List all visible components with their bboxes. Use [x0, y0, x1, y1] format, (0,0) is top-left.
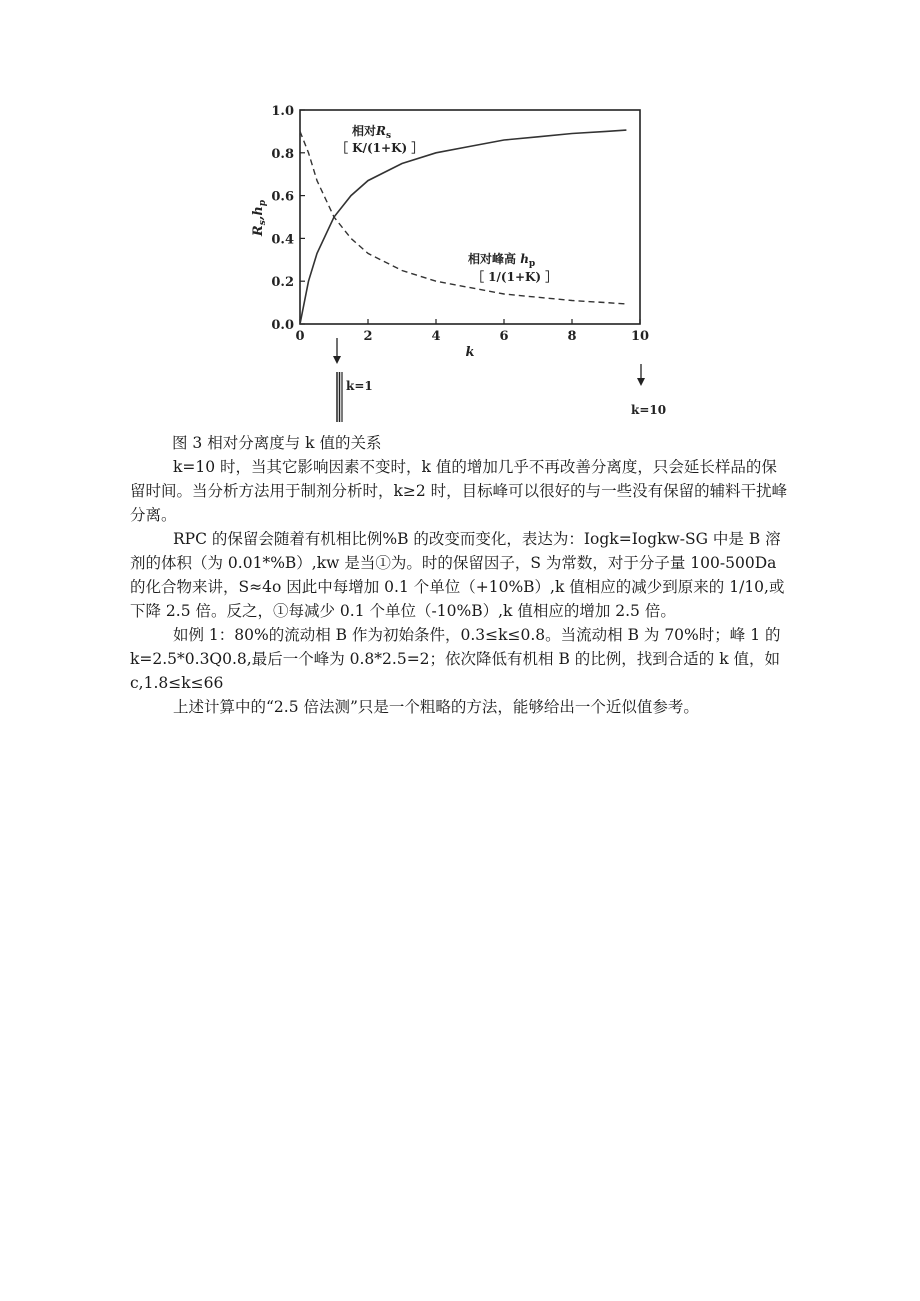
paragraph: k=10 时，当其它影响因素不变时，k 值的增加几乎不再改善分离度，只会延长样品的保留时间。当分析方法用于制剂分析时，k≥2 时，目标峰可以很好的与一些没有保留的辅料干扰峰分离。 [130, 458, 788, 524]
k10-arrow [637, 364, 645, 386]
series-rs-line [300, 130, 626, 324]
k1-marker-bars [337, 372, 342, 422]
paragraph: 上述计算中的“2.5 倍法测”只是一个粗略的方法，能够给出一个近似值参考。 [173, 698, 699, 716]
hp-annotation-formula: ［ 1/(1+K) ］ [472, 270, 558, 284]
y-tick-label: 0.0 [271, 318, 294, 333]
x-tick-label: 2 [363, 329, 373, 344]
y-tick-label: 1.0 [271, 104, 294, 119]
rs-annotation-formula: ［ K/(1+K) ］ [336, 141, 424, 155]
x-tick-label: 6 [499, 329, 509, 344]
x-tick-label: 8 [567, 329, 577, 344]
paragraph: RPC 的保留会随着有机相比例%B 的改变而变化，表达为：Iogk=Iogkw-SG 中是 B 溶剂的体积（为 0.01*%B）,kw 是当①为。时的保留因子，S 为常数，对于分子量 100-500Da 的化合物来讲，S≈4o 因此中每增加 0.1 个单位（+10%B）,k 值相应的减少到原来的 1/10,或下降 2.5 倍。反之，①每减少 0.1 个单位（-10%B）,k 值相应的增加 2.5 倍。 [130, 530, 785, 620]
hp-annotation-title: 相对峰高 $h_p$ [468, 252, 536, 269]
rs-annotation-title: 相对$R_s$ [352, 124, 392, 141]
x-tick-label: 4 [431, 329, 441, 344]
x-axis-title: k [465, 345, 475, 360]
series-hp-line [300, 131, 626, 304]
y-tick-label: 0.8 [271, 146, 294, 162]
y-axis-title [251, 199, 268, 237]
svg-text:Rs,hp: $R_s,h_p$ [251, 199, 268, 237]
y-tick-label: 0.2 [271, 275, 294, 291]
y-tick-label: 0.6 [271, 189, 294, 205]
body-text [130, 455, 790, 719]
paragraph: 如例 1：80%的流动相 B 作为初始条件，0.3≤k≤0.8。当流动相 B 为 70%时；峰 1 的 k=2.5*0.3Q0.8,最后一个峰为 0.8*2.5=2；依次降低有机相 B 的比例，找到合适的 k 值，如 c,1.8≤k≤66 [130, 626, 781, 692]
figure-3-chart [240, 100, 680, 430]
y-tick-label: 0.4 [271, 232, 294, 248]
k1-arrow [333, 338, 341, 364]
x-tick-label: 10 [630, 329, 650, 344]
figure-caption: 图 3 相对分离度与 k 值的关系 [172, 434, 382, 452]
k10-label: k=10 [631, 403, 667, 417]
k1-label: k=1 [346, 379, 373, 393]
x-tick-label: 0 [295, 329, 305, 344]
